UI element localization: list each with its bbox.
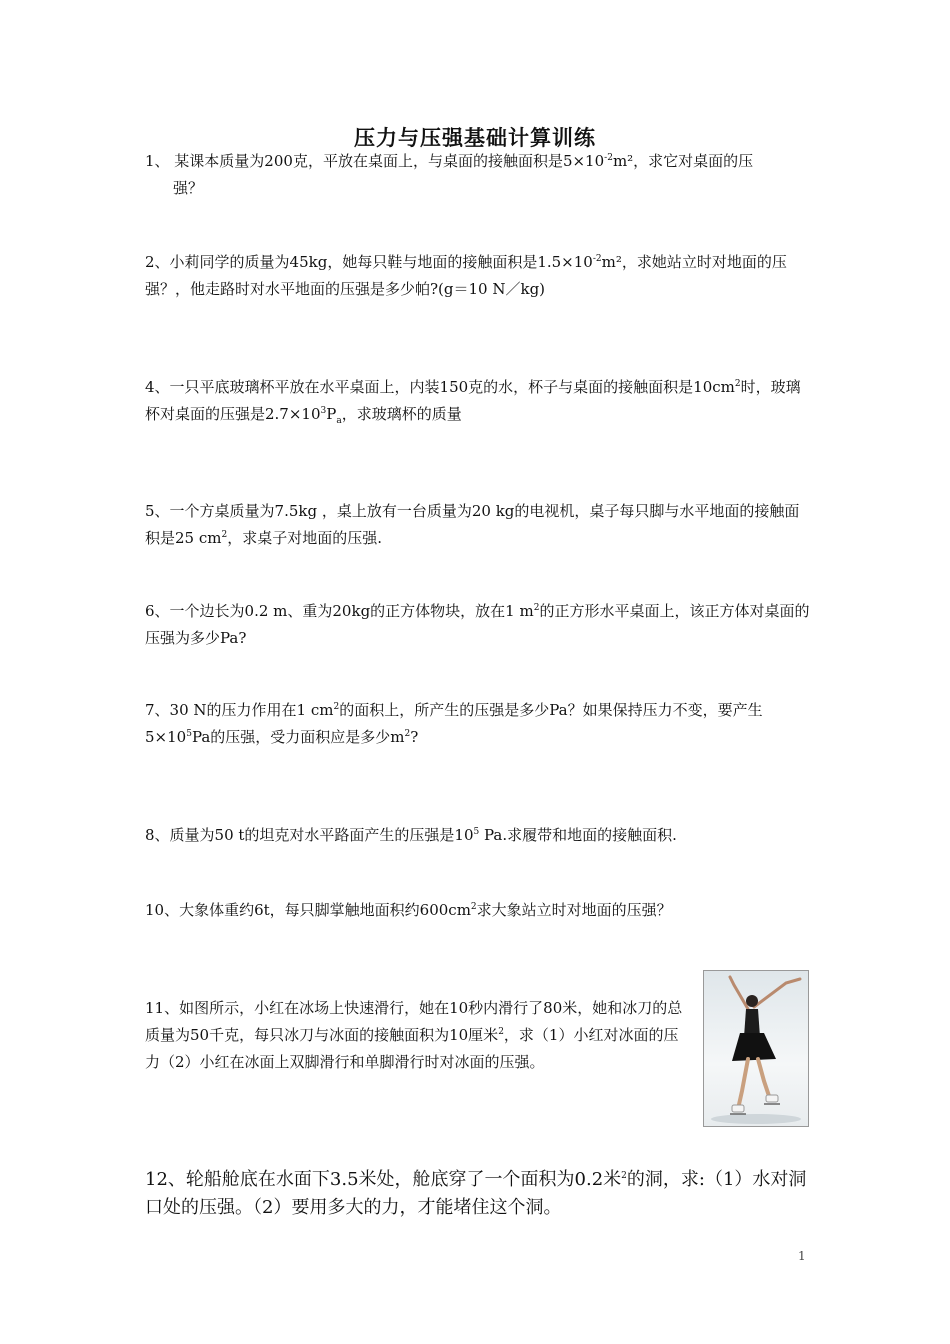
question-4: 4、一只平底玻璃杯平放在水平桌面上，内装150克的水，杯子与桌面的接触面积是$10cm^2$时，玻璃杯对桌面的压强是$2.7\times 10^3P_a$，求玻璃杯的质量 xyxy=(145,378,801,426)
question-6: 6、一个边长为0.2 m、重为20kg的正方体物块，放在1 $m^2$的正方形水平桌面上，该正方体对桌面的压强为多少Pa? xyxy=(145,602,810,647)
figure-skater-photo xyxy=(703,970,809,1127)
question-1: 1、 某课本质量为200克，平放在桌面上，与桌面的接触面积是$5\times 10^{-2}m^2$，求它对桌面的压 强？ xyxy=(145,152,754,197)
question-5: 5、一个方桌质量为7.5kg ，桌上放有一台质量为20 kg的电视机，桌子每只脚与水平地面的接触面积是25 $cm^2$，求桌子对地面的压强. xyxy=(145,502,800,547)
figure-skater-illustration xyxy=(704,971,808,1126)
page-number: 1 xyxy=(798,1249,806,1263)
question-8: 8、质量为50 t的坦克对水平路面产生的压强是$10^5$ Pa.求履带和地面的接触面积. xyxy=(145,826,677,844)
question-12: 12、轮船舱底在水面下3.5米处，舱底穿了一个面积为0.2米$^2$的洞，求:（1）水对洞口处的压强。（2）要用多大的力，才能堵住这个洞。 xyxy=(145,1169,807,1218)
question-11: 11、如图所示，小红在冰场上快速滑行，她在10秒内滑行了80米，她和冰刀的总质量为50千克，每只冰刀与冰面的接触面积为10厘米$^2$，求（1）小红对冰面的压力（2）小红在冰面上双脚滑行和单脚滑行时对冰面的压强。 xyxy=(145,999,683,1071)
question-10: 10、大象体重约6t，每只脚掌触地面积约$600cm^2$求大象站立时对地面的压强？ xyxy=(145,901,672,919)
document-title: 压力与压强基础计算训练 xyxy=(354,125,596,150)
question-7: 7、30 N的压力作用在1 $cm^2$的面积上，所产生的压强是多少Pa？如果保持压力不变，要产生$5\times 10^5Pa$的压强，受力面积应是多少$m^2$? xyxy=(145,701,763,746)
question-2: 2、小莉同学的质量为45kg，她每只鞋与地面的接触面积是$1.5\times 10^{-2}m^2$，求她站立时对地面的压强？，他走路时对水平地面的压强是多少帕?(g＝10 N／kg) xyxy=(145,253,787,298)
